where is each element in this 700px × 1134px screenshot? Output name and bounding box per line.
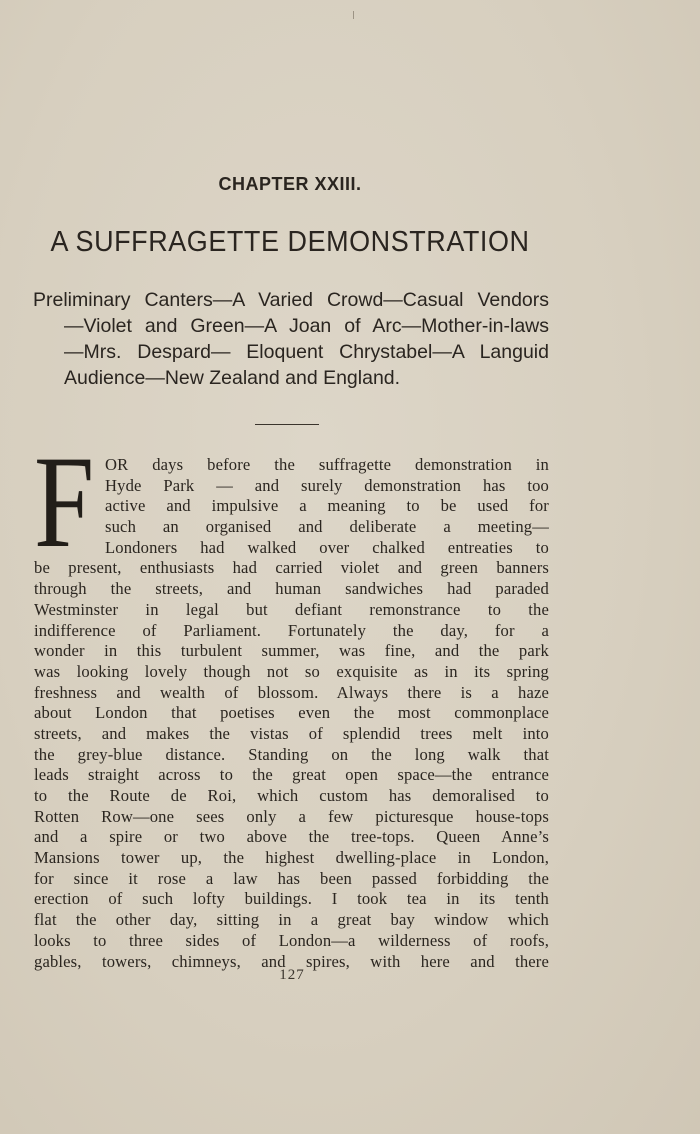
text-line: flat the other day, sitting in a great bay window which [34,910,549,930]
chapter-title: A SUFFRAGETTE DEMONSTRATION [50,226,530,258]
text-line: Hyde Park — and surely demonstration has too [105,475,549,495]
text-line: about London that poetises even the most commonplace [34,703,549,723]
text-line: OR days before the suffragette demonstration in [105,455,549,474]
text-line: streets, and makes the vistas of splendid trees melt into [34,723,549,743]
body-text [34,455,549,972]
section-divider [255,424,319,425]
text-line: Londoners had walked over chalked entreaties to [105,537,549,557]
text-line: indifference of Parliament. Fortunately the day, for a [34,620,549,640]
synopsis-line: Audience—New Zealand and England. [64,367,401,389]
text-line: to the Route de Roi, which custom has demoralised to [34,786,549,805]
text-line: erection of such lofty buildings. I took tea in its tenth [34,889,549,909]
page-number: 127 [279,967,305,983]
text-line: and a spire or two above the tree-tops. Queen Anne’s [34,827,549,847]
text-line: leads straight across to the great open space—the entrance [34,765,549,785]
text-line: Rotten Row—one sees only a few picturesque house-tops [34,806,549,826]
text-line: looks to three sides of London—a wilderness of roofs, [34,930,549,950]
synopsis-line: —Violet and Green—A Joan of Arc—Mother-in-laws [64,315,549,337]
chapter-number-heading: CHAPTER XXIII. [218,174,362,194]
text-line: freshness and wealth of blossom. Always there is a haze [34,682,549,702]
chapter-synopsis [33,287,549,391]
text-line: the grey-blue distance. Standing on the long walk that [34,744,549,764]
text-line: gables, towers, chimneys, and spires, with here and there [34,951,549,971]
text-line: Westminster in legal but defiant remonstrance to the [34,599,549,619]
text-line: was looking lovely though not so exquisite as in its spring [34,661,549,681]
synopsis-line: —Mrs. Despard— Eloquent Chrystabel—A Languid [64,341,549,363]
page-speck [353,11,354,19]
text-line: active and impulsive a meaning to be used for [105,496,549,516]
text-line: be present, enthusiasts had carried violet and green banners [34,558,549,578]
text-line: such an organised and deliberate a meeting— [105,517,549,537]
text-line: for since it rose a law has been passed forbidding the [34,868,549,888]
text-line: wonder in this turbulent summer, was fine, and the park [34,641,549,661]
text-line: Mansions tower up, the highest dwelling-place in London, [34,848,549,868]
text-line: through the streets, and human sandwiches had paraded [34,579,549,599]
synopsis-line: Preliminary Canters—A Varied Crowd—Casual Vendors [33,289,549,311]
drop-cap: F [34,428,95,575]
